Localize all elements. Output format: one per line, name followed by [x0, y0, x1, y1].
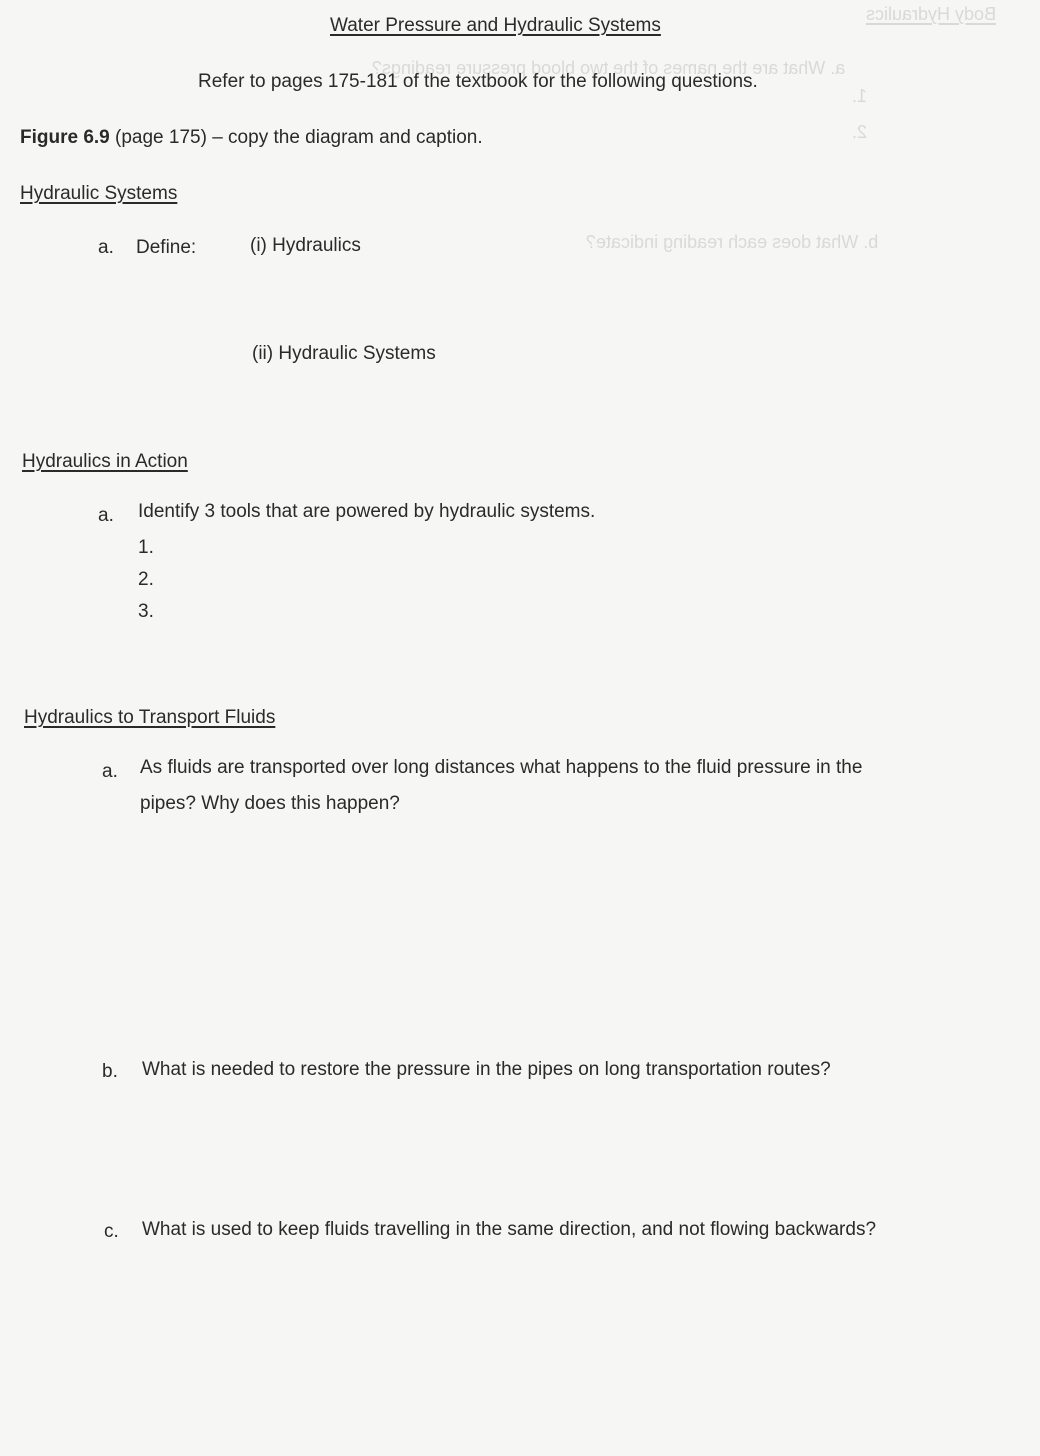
question-marker-c: c.	[104, 1221, 119, 1242]
question-pressure-line-1: As fluids are transported over long distances what happens to the fluid pressure in the	[140, 757, 863, 778]
question-marker-a: a.	[102, 761, 118, 782]
section-heading-transport-fluids: Hydraulics to Transport Fluids	[24, 707, 276, 728]
figure-label: Figure 6.9	[20, 127, 110, 148]
bleed-through-item-2: 2.	[852, 122, 868, 142]
list-item: 1.	[138, 537, 154, 558]
list-item: 3.	[138, 601, 154, 622]
define-item-hydraulics: (i) Hydraulics	[250, 235, 361, 256]
question-marker-a: a.	[98, 237, 114, 258]
bleed-through-question-a: a. What are the names of the two blood pressure readings?	[372, 58, 846, 78]
figure-instruction	[20, 126, 483, 150]
section-heading-hydraulics-in-action: Hydraulics in Action	[22, 451, 188, 472]
define-label: Define:	[136, 237, 197, 258]
page-title: Water Pressure and Hydraulic Systems	[330, 15, 661, 36]
question-pressure-line-2: pipes? Why does this happen?	[140, 793, 400, 814]
question-marker-b: b.	[102, 1061, 118, 1082]
define-item-hydraulic-systems: (ii) Hydraulic Systems	[252, 343, 436, 364]
question-restore-pressure: What is needed to restore the pressure in the pipes on long transportation routes?	[142, 1059, 831, 1080]
section-heading-hydraulic-systems: Hydraulic Systems	[20, 183, 178, 204]
list-item: 2.	[138, 569, 154, 590]
question-marker-a: a.	[98, 505, 114, 526]
question-tools: Identify 3 tools that are powered by hydraulic systems.	[138, 501, 596, 522]
bleed-through-question-b: b. What does each reading indicate?	[586, 232, 879, 252]
figure-text: (page 175) – copy the diagram and caption.	[109, 127, 483, 148]
instruction-text: Refer to pages 175-181 of the textbook for the following questions.	[198, 71, 758, 92]
bleed-through-heading: Body Hydraulics	[866, 4, 997, 24]
bleed-through-item-1: 1.	[852, 86, 868, 106]
question-flow-direction: What is used to keep fluids travelling in the same direction, and not flowing backwards?	[142, 1219, 877, 1240]
